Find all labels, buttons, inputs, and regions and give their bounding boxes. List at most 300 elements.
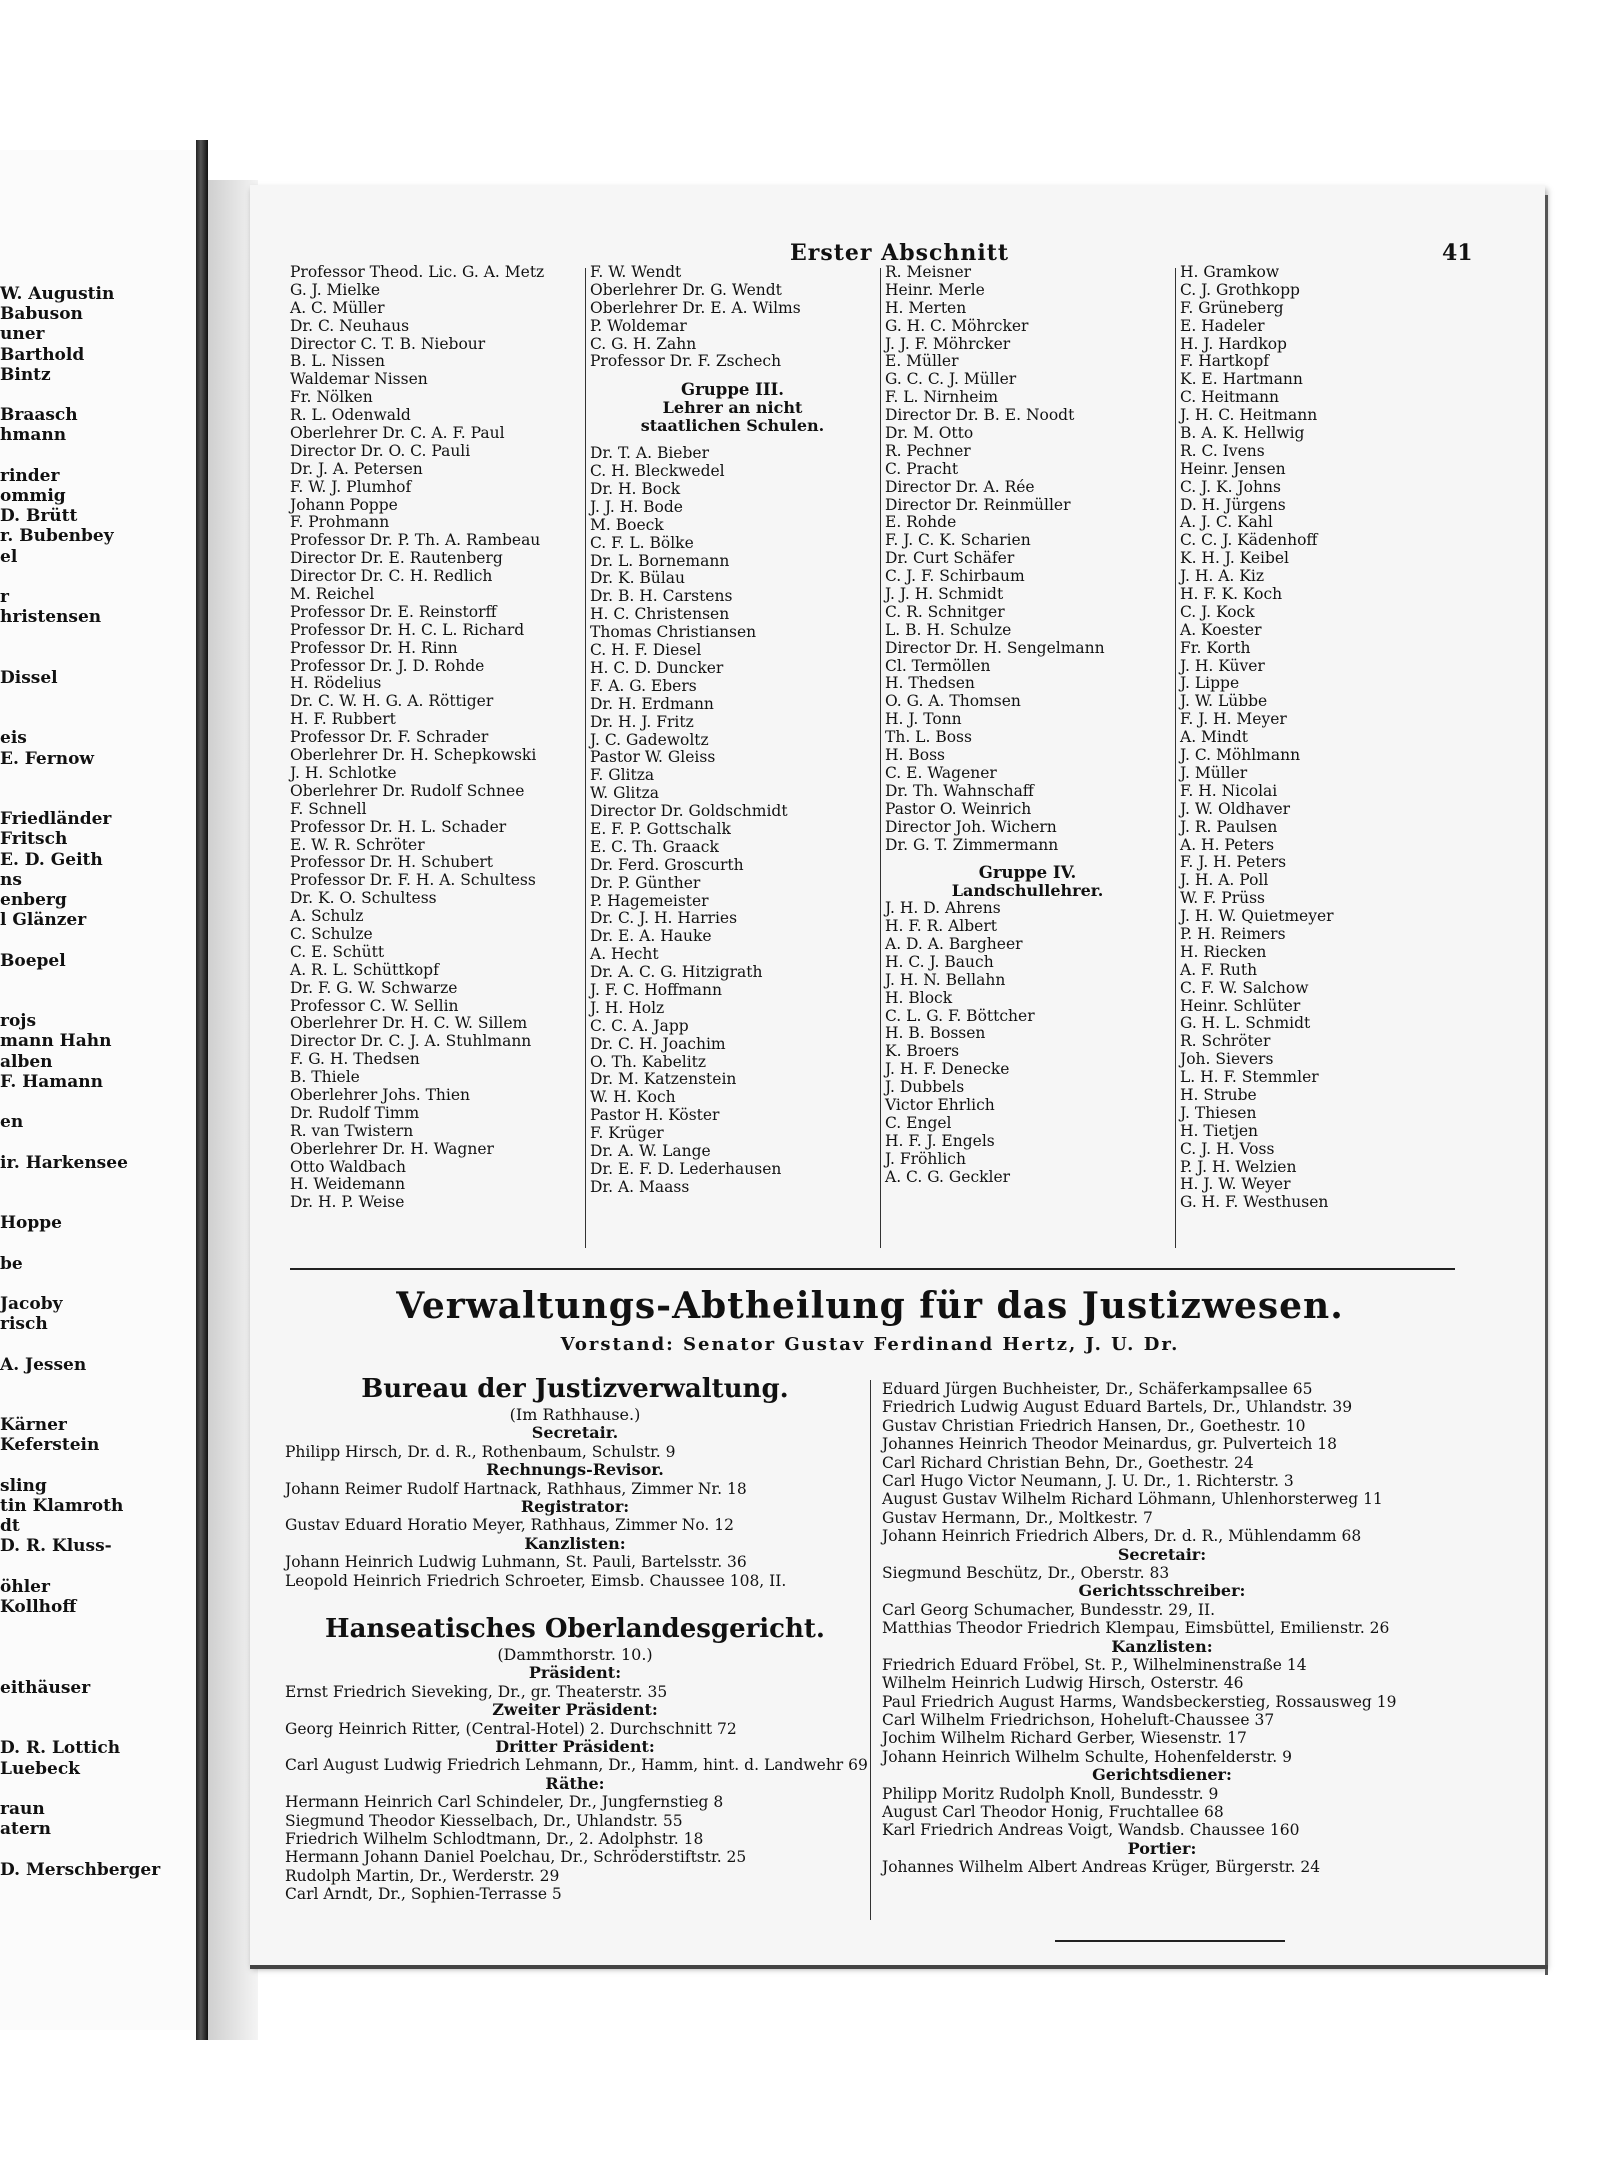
teacher-entry: P. J. H. Welzien <box>1180 1157 1297 1176</box>
teacher-entry: F. J. C. K. Scharien <box>885 531 1031 550</box>
teacher-entry: Pastor W. Gleiss <box>590 748 716 767</box>
teacher-entry: Director Dr. B. E. Noodt <box>885 406 1075 425</box>
left-page-fragment: Bintz <box>0 364 51 385</box>
teacher-entry: Dr. M. Otto <box>885 424 974 443</box>
teacher-entry: Oberlehrer Dr. C. A. F. Paul <box>290 424 505 443</box>
teacher-entry: A. C. G. Geckler <box>885 1167 1011 1186</box>
official-entry: Jochim Wilhelm Richard Gerber, Wiesenstr. 17 <box>882 1729 1247 1748</box>
official-entry: Wilhelm Heinrich Ludwig Hirsch, Osterstr. 46 <box>882 1674 1244 1693</box>
teacher-entry: C. E. Schütt <box>290 942 385 961</box>
official-entry: Johann Heinrich Ludwig Luhmann, St. Pauli, Bartelsstr. 36 <box>285 1553 747 1572</box>
teacher-entry: J. Müller <box>1180 763 1248 782</box>
previous-page-fragment <box>0 150 196 2030</box>
left-page-fragment: E. Fernow <box>0 748 95 769</box>
teacher-entry: C. Heitmann <box>1180 388 1279 407</box>
left-page-fragment: Luebeck <box>0 1758 80 1779</box>
teacher-entry: Heinr. Schlüter <box>1180 996 1301 1015</box>
teacher-entry: A. H. Peters <box>1180 835 1275 854</box>
teacher-entry: Professor C. W. Sellin <box>290 996 459 1015</box>
teacher-entry: J. H. N. Bellahn <box>885 970 1006 989</box>
court-location: (Dammthorstr. 10.) <box>497 1644 653 1664</box>
teacher-entry: L. B. H. Schulze <box>885 620 1012 639</box>
role-heading: Gerichtsdiener: <box>1092 1765 1232 1785</box>
teacher-entry: Dr. H. Bock <box>590 480 681 499</box>
teacher-entry: J. F. C. Hoffmann <box>590 980 722 999</box>
teacher-entry: H. C. J. Bauch <box>885 952 994 971</box>
teacher-entry: E. Müller <box>885 352 959 371</box>
teacher-entry: C. J. Kock <box>1180 602 1255 621</box>
teacher-entry: C. J. K. Johns <box>1180 477 1281 496</box>
teacher-entry: F. Schnell <box>290 799 367 818</box>
teacher-entry: Dr. E. A. Hauke <box>590 927 712 946</box>
teacher-entry: K. E. Hartmann <box>1180 370 1303 389</box>
teacher-entry: J. H. Küver <box>1180 656 1265 675</box>
official-entry: Johann Heinrich Friedrich Albers, Dr. d. R., Mühlendamm 68 <box>882 1527 1362 1546</box>
teacher-entry: B. Thiele <box>290 1068 360 1087</box>
teacher-entry: C. C. J. Kädenhoff <box>1180 531 1318 550</box>
left-page-fragment: ns <box>0 869 22 890</box>
left-page-fragment: hristensen <box>0 607 102 628</box>
teacher-entry: C. C. A. Japp <box>590 1016 689 1035</box>
teacher-entry: J. W. Lübbe <box>1180 692 1268 711</box>
teacher-entry: Dr. E. F. D. Lederhausen <box>590 1159 782 1178</box>
teacher-entry: A. Mindt <box>1180 728 1249 747</box>
teacher-column-1 <box>290 264 582 1212</box>
official-entry: Johann Heinrich Wilhelm Schulte, Hohenfelderstr. 9 <box>882 1747 1293 1766</box>
left-page-fragment: Keferstein <box>0 1435 100 1456</box>
teacher-entry: C. J. F. Schirbaum <box>885 567 1025 586</box>
teacher-entry: Johann Poppe <box>290 495 398 514</box>
teacher-entry: F. J. H. Peters <box>1180 853 1287 872</box>
left-page-fragment: E. D. Geith <box>0 849 103 870</box>
teacher-entry: M. Reichel <box>290 585 375 604</box>
official-entry: Georg Heinrich Ritter, (Central-Hotel) 2. Durchschnitt 72 <box>285 1719 737 1738</box>
teacher-entry: Director Dr. C. H. Redlich <box>290 567 493 586</box>
teacher-entry: Director Dr. O. C. Pauli <box>290 441 471 460</box>
role-heading: Secretair. <box>531 1423 619 1443</box>
teacher-entry: Oberlehrer Dr. E. A. Wilms <box>590 298 801 317</box>
teacher-entry: Director Dr. C. J. A. Stuhlmann <box>290 1032 532 1051</box>
left-page-fragment: hmann <box>0 425 67 446</box>
bureau-title: Bureau der Justizverwaltung. <box>361 1374 789 1404</box>
teacher-entry: Fr. Nölken <box>290 388 373 407</box>
teacher-entry: Dr. A. W. Lange <box>590 1141 711 1160</box>
teacher-entry: J. C. Gadewoltz <box>590 730 709 749</box>
left-page-fragment: Friedländer <box>0 809 112 830</box>
teacher-entry: Director Dr. H. Sengelmann <box>885 638 1105 657</box>
left-page-fragment: r. Bubenbey <box>0 526 114 547</box>
teacher-entry: H. Strube <box>1180 1085 1257 1104</box>
teacher-entry: F. W. Wendt <box>590 263 682 281</box>
teacher-entry: A. Koester <box>1180 620 1262 639</box>
left-page-fragment: Kärner <box>0 1415 67 1436</box>
teacher-entry: J. H. C. Heitmann <box>1180 406 1318 425</box>
role-heading: Registrator: <box>520 1497 630 1516</box>
teacher-entry: Director Dr. E. Rautenberg <box>290 549 503 568</box>
official-entry: Johannes Heinrich Theodor Meinardus, gr. Pulverteich 18 <box>882 1435 1338 1454</box>
official-entry: Carl August Ludwig Friedrich Lehmann, Dr., Hamm, hint. d. Landwehr 69 <box>285 1756 868 1775</box>
teacher-entry: Pastor O. Weinrich <box>885 799 1032 818</box>
left-page-fragment: sling <box>0 1475 47 1496</box>
left-page-fragment: uner <box>0 324 45 345</box>
teacher-entry: J. R. Paulsen <box>1180 817 1278 836</box>
left-page-fragment: rinder <box>0 465 60 486</box>
left-page-fragment: rojs <box>0 1011 37 1032</box>
teacher-entry: F. Glitza <box>590 766 655 785</box>
group-subtitle: Lehrer an nicht staatlichen Schulen. <box>640 398 825 436</box>
teacher-entry: O. G. A. Thomsen <box>885 692 1021 711</box>
teacher-entry: R. C. Ivens <box>1180 441 1265 460</box>
left-page-fragment: F. Hamann <box>0 1071 103 1092</box>
teacher-entry: Professor Dr. H. Schubert <box>290 853 494 872</box>
left-page-fragment: Jacoby <box>0 1294 63 1314</box>
teacher-entry: Professor Dr. F. H. A. Schultess <box>290 871 536 890</box>
teacher-entry: H. F. K. Koch <box>1180 585 1283 604</box>
teacher-entry: Director Dr. Reinmüller <box>885 495 1071 514</box>
page-edge-right <box>1545 195 1548 1975</box>
column-divider <box>1175 268 1176 1248</box>
role-heading: Portier: <box>1127 1838 1197 1858</box>
role-heading: Kanzlisten: <box>1111 1636 1213 1656</box>
left-page-fragment: Dissel <box>0 667 58 688</box>
teacher-entry: H. J. Tonn <box>885 710 962 729</box>
teacher-entry: Pastor H. Köster <box>590 1106 720 1125</box>
teacher-entry: Cl. Termöllen <box>885 656 991 675</box>
teacher-entry: Oberlehrer Johs. Thien <box>290 1085 471 1104</box>
teacher-entry: Oberlehrer Dr. H. Wagner <box>290 1139 494 1158</box>
left-page-fragment: tin Klamroth <box>0 1496 124 1516</box>
left-page-fragment: Hoppe <box>0 1213 62 1234</box>
teacher-entry: Dr. C. J. H. Harries <box>590 909 738 928</box>
admin-vorstand: Vorstand: Senator Gustav Ferdinand Hertz, J. U. Dr. <box>560 1334 1180 1355</box>
teacher-entry: H. Merten <box>885 298 967 317</box>
left-page-fragment: Kollhoff <box>0 1597 77 1617</box>
teacher-entry: F. Prohmann <box>290 513 390 532</box>
teacher-entry: P. H. Reimers <box>1180 924 1286 943</box>
teacher-entry: G. H. C. Möhrcker <box>885 316 1029 335</box>
official-entry: Siegmund Theodor Kiesselbach, Dr., Uhlandstr. 55 <box>285 1811 683 1830</box>
teacher-entry: Professor Dr. H. C. L. Richard <box>290 620 525 639</box>
teacher-entry: C. Engel <box>885 1113 952 1132</box>
teacher-entry: F. J. H. Meyer <box>1180 710 1287 729</box>
teacher-entry: Director C. T. B. Niebour <box>290 334 486 353</box>
official-entry: Philipp Hirsch, Dr. d. R., Rothenbaum, Schulstr. 9 <box>285 1442 676 1461</box>
left-page-fragment: eithäuser <box>0 1677 91 1698</box>
teacher-entry: F. L. Nirnheim <box>885 388 999 407</box>
official-entry: Siegmund Beschütz, Dr., Oberstr. 83 <box>882 1563 1170 1582</box>
left-page-fragment: el <box>0 546 18 567</box>
official-entry: Carl Hugo Victor Neumann, J. U. Dr., 1. Richterstr. 3 <box>882 1471 1294 1490</box>
teacher-column-4 <box>1180 264 1460 1212</box>
teacher-entry: E. C. Th. Graack <box>590 837 719 856</box>
teacher-entry: J. Fröhlich <box>885 1149 966 1168</box>
left-page-fragment: dt <box>0 1516 20 1537</box>
teacher-entry: Director Dr. Goldschmidt <box>590 802 788 821</box>
teacher-entry: H. Rödelius <box>290 674 382 693</box>
teacher-entry: Dr. P. Günther <box>590 873 701 892</box>
teacher-entry: Heinr. Jensen <box>1180 459 1286 478</box>
teacher-entry: Dr. F. G. W. Schwarze <box>290 978 458 997</box>
teacher-entry: C. Pracht <box>885 459 959 478</box>
official-entry: Carl Wilhelm Friedrichson, Hoheluft-Chaussee 37 <box>882 1711 1275 1730</box>
teacher-entry: O. Th. Kabelitz <box>590 1052 707 1071</box>
teacher-entry: J. J. H. Schmidt <box>885 585 1004 604</box>
closing-rule <box>1055 1940 1285 1942</box>
teacher-entry: H. Thedsen <box>885 674 975 693</box>
group-title: Gruppe IV. <box>978 863 1077 883</box>
official-entry: Eduard Jürgen Buchheister, Dr., Schäferkampsallee 65 <box>882 1380 1313 1398</box>
left-page-fragment: raun <box>0 1799 45 1819</box>
teacher-entry: J. W. Oldhaver <box>1180 799 1291 818</box>
official-entry: Hermann Johann Daniel Poelchau, Dr., Schröderstiftstr. 25 <box>285 1848 747 1867</box>
official-entry: Rudolph Martin, Dr., Werderstr. 29 <box>285 1866 560 1885</box>
teacher-entry: R. Schröter <box>1180 1032 1271 1051</box>
teacher-entry: W. Glitza <box>590 784 660 803</box>
teacher-entry: W. H. Koch <box>590 1088 676 1107</box>
teacher-entry: G. H. F. Westhusen <box>1180 1193 1329 1212</box>
left-page-fragment: r <box>0 587 9 607</box>
teacher-entry: Fr. Korth <box>1180 638 1251 657</box>
left-page-fragment: Barthold <box>0 344 85 365</box>
teacher-entry: M. Boeck <box>590 515 664 534</box>
official-entry: Leopold Heinrich Friedrich Schroeter, Eimsb. Chaussee 108, II. <box>285 1571 787 1590</box>
teacher-entry: Dr. B. H. Carstens <box>590 587 733 606</box>
group-title: Gruppe III. <box>681 380 784 400</box>
teacher-entry: Dr. C. H. Joachim <box>590 1034 726 1053</box>
teacher-entry: K. H. J. Keibel <box>1180 549 1290 568</box>
teacher-entry: C. F. L. Bölke <box>590 533 694 552</box>
teacher-entry: H. F. Rubbert <box>290 710 396 729</box>
column-divider <box>585 268 586 1248</box>
teacher-entry: Dr. A. C. G. Hitzigrath <box>590 963 763 982</box>
group-subtitle: Landschullehrer. <box>951 881 1104 901</box>
teacher-column-2 <box>590 264 875 1197</box>
court-right <box>882 1380 1442 1877</box>
teacher-entry: C. L. G. F. Böttcher <box>885 1006 1035 1025</box>
left-page-fragment: Boepel <box>0 950 66 971</box>
teacher-entry: P. Woldemar <box>590 316 687 335</box>
official-entry: Gustav Eduard Horatio Meyer, Rathhaus, Zimmer No. 12 <box>285 1516 734 1535</box>
teacher-entry: Otto Waldbach <box>290 1157 406 1176</box>
left-page-fragment: atern <box>0 1819 51 1840</box>
teacher-entry: C. E. Wagener <box>885 763 997 782</box>
official-entry: Carl Arndt, Dr., Sophien-Terrasse 5 <box>285 1885 562 1904</box>
teacher-entry: H. Weidemann <box>290 1175 406 1194</box>
teacher-entry: Dr. K. Bülau <box>590 569 685 588</box>
teacher-entry: J. C. Möhlmann <box>1180 746 1301 765</box>
left-page-fragment: öhler <box>0 1576 50 1597</box>
teacher-entry: J. H. D. Ahrens <box>885 899 1001 918</box>
teacher-entry: Dr. H. J. Fritz <box>590 712 694 731</box>
left-page-fragment: ommig <box>0 486 66 506</box>
left-page-fragment: D. R. Kluss- <box>0 1536 112 1557</box>
teacher-entry: Oberlehrer Dr. H. C. W. Sillem <box>290 1014 528 1033</box>
role-heading: Gerichtsschreiber: <box>1078 1581 1246 1601</box>
spacer <box>285 1590 865 1612</box>
left-page-fragment: Fritsch <box>0 829 68 850</box>
teacher-entry: J. J. H. Bode <box>590 497 683 516</box>
teacher-entry: Dr. G. T. Zimmermann <box>885 835 1059 854</box>
teacher-entry: Dr. Rudolf Timm <box>290 1103 420 1122</box>
teacher-entry: C. F. W. Salchow <box>1180 978 1309 997</box>
teacher-entry: C. R. Schnitger <box>885 602 1005 621</box>
teacher-column-3 <box>885 264 1170 1186</box>
official-entry: Gustav Christian Friedrich Hansen, Dr., Goethestr. 10 <box>882 1416 1306 1435</box>
teacher-entry: F. W. J. Plumhof <box>290 477 412 496</box>
teacher-entry: Professor Dr. H. Rinn <box>290 638 458 657</box>
teacher-entry: R. L. Odenwald <box>290 406 411 425</box>
admin-section-title: Verwaltungs-Abtheilung für das Justizwesen. <box>396 1285 1344 1327</box>
teacher-entry: R. Meisner <box>885 263 972 281</box>
teacher-entry: C. J. H. Voss <box>1180 1139 1275 1158</box>
teacher-entry: C. Schulze <box>290 924 373 943</box>
teacher-entry: Dr. T. A. Bieber <box>590 444 709 463</box>
teacher-entry: J. J. F. Möhrcker <box>885 334 1011 353</box>
teacher-entry: Oberlehrer Dr. G. Wendt <box>590 280 782 299</box>
running-head: Erster Abschnitt <box>790 240 1010 266</box>
left-page-fragment: be <box>0 1253 23 1274</box>
official-entry: Friedrich Ludwig August Eduard Bartels, Dr., Uhlandstr. 39 <box>882 1398 1353 1417</box>
teacher-entry: C. J. Grothkopp <box>1180 280 1300 299</box>
teacher-entry: H. C. Christensen <box>590 605 730 624</box>
teacher-entry: H. J. W. Weyer <box>1180 1175 1291 1194</box>
left-page-fragment: mann Hahn <box>0 1031 112 1052</box>
teacher-entry: E. W. R. Schröter <box>290 835 425 854</box>
teacher-entry: Professor Dr. F. Zschech <box>590 352 782 371</box>
teacher-entry: J. H. F. Denecke <box>885 1060 1010 1079</box>
teacher-entry: A. Schulz <box>290 907 364 926</box>
left-page-fragment: en <box>0 1112 24 1133</box>
teacher-entry: J. Thiesen <box>1180 1103 1257 1122</box>
section-divider <box>290 1268 1455 1270</box>
teacher-entry: G. C. C. J. Müller <box>885 370 1017 389</box>
teacher-entry: H. J. Hardkop <box>1180 334 1287 353</box>
teacher-entry: G. J. Mielke <box>290 280 381 299</box>
teacher-entry: L. H. F. Stemmler <box>1180 1068 1319 1087</box>
teacher-entry: H. B. Bossen <box>885 1024 986 1043</box>
teacher-entry: E. Hadeler <box>1180 316 1265 335</box>
official-entry: August Gustav Wilhelm Richard Löhmann, Uhlenhorsterweg 11 <box>882 1490 1383 1509</box>
left-page-fragment: risch <box>0 1314 48 1335</box>
official-entry: Paul Friedrich August Harms, Wandsbeckerstieg, Rossausweg 19 <box>882 1692 1397 1711</box>
teacher-entry: Dr. H. P. Weise <box>290 1193 405 1212</box>
role-heading: Räthe: <box>545 1773 605 1793</box>
official-entry: August Carl Theodor Honig, Fruchtallee 68 <box>882 1803 1224 1822</box>
official-entry: Carl Richard Christian Behn, Dr., Goethestr. 24 <box>882 1453 1254 1472</box>
official-entry: Ernst Friedrich Sieveking, Dr., gr. Theaterstr. 35 <box>285 1682 668 1701</box>
teacher-entry: H. Tietjen <box>1180 1121 1259 1140</box>
official-entry: Philipp Moritz Rudolph Knoll, Bundesstr. 9 <box>882 1784 1219 1803</box>
teacher-entry: H. Boss <box>885 746 946 765</box>
teacher-entry: A. Hecht <box>590 945 659 964</box>
teacher-entry: H. Block <box>885 988 953 1007</box>
teacher-entry: Dr. C. W. H. G. A. Röttiger <box>290 692 494 711</box>
teacher-entry: J. H. Schlotke <box>290 763 397 782</box>
teacher-entry: Oberlehrer Dr. Rudolf Schnee <box>290 781 525 800</box>
left-page-fragment: W. Augustin <box>0 284 115 304</box>
role-heading: Präsident: <box>528 1663 622 1683</box>
teacher-entry: Waldemar Nissen <box>290 370 428 389</box>
left-page-fragment: ir. Harkensee <box>0 1152 128 1173</box>
teacher-entry: F. Hartkopf <box>1180 352 1269 371</box>
teacher-entry: Dr. M. Katzenstein <box>590 1070 737 1089</box>
teacher-entry: H. Gramkow <box>1180 263 1280 281</box>
teacher-entry: F. A. G. Ebers <box>590 676 697 695</box>
teacher-entry: H. F. J. Engels <box>885 1131 995 1150</box>
teacher-entry: Dr. Ferd. Groscurth <box>590 855 744 874</box>
teacher-entry: Dr. Curt Schäfer <box>885 549 1015 568</box>
left-page-fragment: Babuson <box>0 304 83 325</box>
teacher-entry: A. F. Ruth <box>1180 960 1258 979</box>
teacher-entry: R. Pechner <box>885 441 971 460</box>
teacher-entry: G. H. L. Schmidt <box>1180 1014 1311 1033</box>
official-entry: Karl Friedrich Andreas Voigt, Wandsb. Chaussee 160 <box>882 1821 1300 1840</box>
teacher-entry: C. G. H. Zahn <box>590 334 697 353</box>
court-title: Hanseatisches Oberlandesgericht. <box>325 1613 825 1644</box>
teacher-entry: Dr. K. O. Schultess <box>290 889 437 908</box>
teacher-entry: Th. L. Boss <box>885 728 972 747</box>
teacher-entry: A. J. C. Kahl <box>1180 513 1273 532</box>
teacher-entry: J. Dubbels <box>885 1078 965 1097</box>
teacher-entry: Dr. C. Neuhaus <box>290 316 410 335</box>
role-heading: Zweiter Präsident: <box>492 1700 658 1720</box>
teacher-entry: Dr. H. Erdmann <box>590 694 714 713</box>
teacher-entry: Thomas Christiansen <box>590 623 757 642</box>
teacher-entry: J. Lippe <box>1180 674 1240 693</box>
left-page-fragment: Braasch <box>0 405 78 426</box>
column-divider <box>880 268 881 1248</box>
teacher-entry: Dr. A. Maass <box>590 1177 690 1196</box>
teacher-entry: Director Dr. A. Rée <box>885 477 1035 496</box>
role-heading: Dritter Präsident: <box>495 1736 655 1756</box>
left-page-fragment: alben <box>0 1051 53 1072</box>
teacher-entry: Professor Dr. P. Th. A. Rambeau <box>290 531 541 550</box>
teacher-entry: H. C. D. Duncker <box>590 658 724 677</box>
teacher-entry: Professor Dr. J. D. Rohde <box>290 656 485 675</box>
teacher-entry: Heinr. Merle <box>885 280 985 299</box>
official-entry: Carl Georg Schumacher, Bundesstr. 29, II. <box>882 1600 1216 1619</box>
teacher-entry: J. H. A. Kiz <box>1180 567 1264 586</box>
left-page-fragment: enberg <box>0 890 67 910</box>
official-entry: Johann Reimer Rudolf Hartnack, Rathhaus, Zimmer Nr. 18 <box>285 1479 747 1498</box>
teacher-entry: Dr. L. Bornemann <box>590 551 730 570</box>
teacher-entry: J. H. A. Poll <box>1180 871 1269 890</box>
page-edge-bottom <box>250 1965 1548 1969</box>
left-page-fragment: l Glänzer <box>0 910 87 931</box>
left-page-fragment: D. R. Lottich <box>0 1738 121 1759</box>
left-page-fragment: D. Merschberger <box>0 1859 161 1880</box>
role-heading: Rechnungs-Revisor. <box>486 1460 664 1480</box>
teacher-entry: F. Grüneberg <box>1180 298 1284 317</box>
teacher-entry: J. H. Holz <box>590 998 665 1017</box>
left-page-fragment: D. Brütt <box>0 506 78 527</box>
teacher-entry: E. F. P. Gottschalk <box>590 819 731 838</box>
teacher-entry: F. H. Nicolai <box>1180 781 1278 800</box>
column-divider <box>870 1380 871 1920</box>
left-page-fragment: A. Jessen <box>0 1354 87 1375</box>
teacher-entry: Professor Dr. E. Reinstorff <box>290 602 497 621</box>
teacher-entry: Professor Dr. F. Schrader <box>290 728 489 747</box>
teacher-entry: B. A. K. Hellwig <box>1180 424 1305 443</box>
teacher-entry: A. R. L. Schüttkopf <box>290 960 439 979</box>
teacher-entry: Victor Ehrlich <box>885 1096 995 1114</box>
teacher-entry: E. Rohde <box>885 513 957 532</box>
teacher-entry: Professor Dr. H. L. Schader <box>290 817 507 836</box>
teacher-entry: Joh. Sievers <box>1180 1050 1274 1069</box>
official-entry: Friedrich Wilhelm Schlodtmann, Dr., 2. Adolphstr. 18 <box>285 1829 704 1848</box>
teacher-entry: W. F. Prüss <box>1180 889 1266 908</box>
role-heading: Kanzlisten: <box>524 1533 626 1553</box>
